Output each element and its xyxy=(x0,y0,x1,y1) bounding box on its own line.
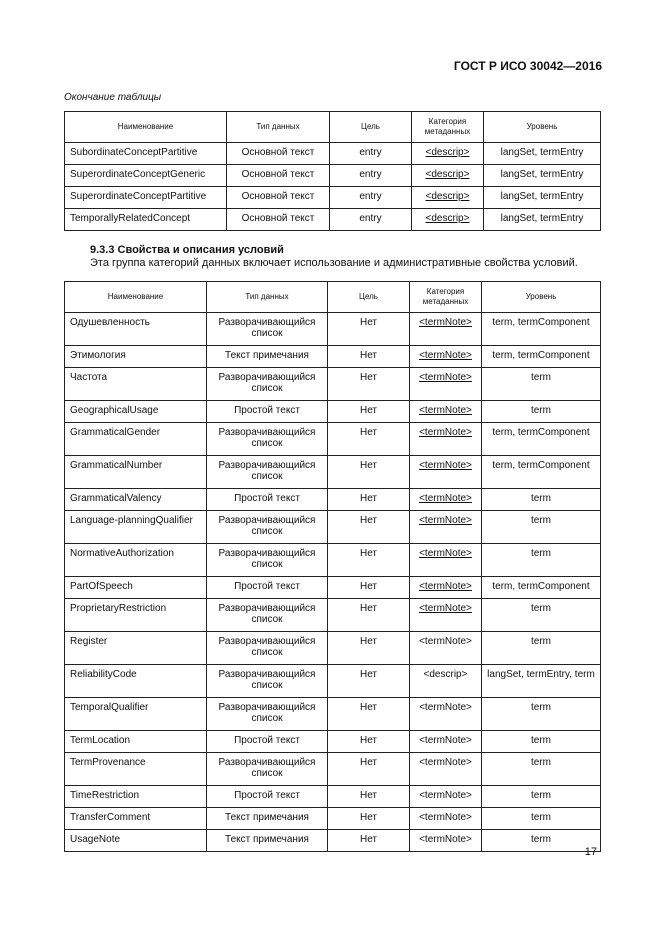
cell-metadata-category: <termNote> xyxy=(410,808,482,830)
cell-target: Нет xyxy=(328,456,410,489)
cell-target: Нет xyxy=(328,632,410,665)
cell-metadata-category xyxy=(410,313,482,346)
table-row xyxy=(65,786,601,808)
table-row xyxy=(65,544,601,577)
cell-datatype: Текст примечания xyxy=(207,346,328,368)
cell-name: Language-planningQualifier xyxy=(65,511,207,544)
cell-name: GeographicalUsage xyxy=(65,401,207,423)
cell-target: Нет xyxy=(328,753,410,786)
cell-name: Этимология xyxy=(65,346,207,368)
cell-metadata-category xyxy=(412,209,484,231)
cell-level: langSet, termEntry xyxy=(484,209,601,231)
cell-name: SuperordinateConceptPartitive xyxy=(65,187,227,209)
column-header-metadata-category: Категория метаданных xyxy=(412,112,484,143)
cell-level: term xyxy=(482,599,601,632)
cell-name: ProprietaryRestriction xyxy=(65,599,207,632)
cell-target: Нет xyxy=(328,401,410,423)
column-header-name: Наименование xyxy=(65,112,227,143)
cell-name: NormativeAuthorization xyxy=(65,544,207,577)
cell-metadata-category: <termNote> xyxy=(410,698,482,731)
page-number: 17 xyxy=(584,846,597,858)
cell-level: term, termComponent xyxy=(482,346,601,368)
cell-name: GrammaticalNumber xyxy=(65,456,207,489)
cell-target: Нет xyxy=(328,599,410,632)
table-row xyxy=(65,731,601,753)
cell-datatype: Основной текст xyxy=(227,209,330,231)
cell-level: langSet, termEntry xyxy=(484,187,601,209)
metadata-link: <descrip> xyxy=(425,147,470,158)
cell-metadata-category xyxy=(410,511,482,544)
cell-level: langSet, termEntry, term xyxy=(482,665,601,698)
cell-datatype: Простой текст xyxy=(207,786,328,808)
table-row xyxy=(65,401,601,423)
table-row xyxy=(65,313,601,346)
table-row xyxy=(65,698,601,731)
metadata-link: <termNote> xyxy=(419,460,472,471)
cell-datatype: Основной текст xyxy=(227,143,330,165)
cell-datatype: Разворачивающийся список xyxy=(207,368,328,401)
cell-level: term, termComponent xyxy=(482,456,601,489)
cell-name: ReliabilityCode xyxy=(65,665,207,698)
column-header-metadata-category: Категория метаданных xyxy=(410,282,482,313)
cell-metadata-category xyxy=(410,544,482,577)
cell-datatype: Основной текст xyxy=(227,165,330,187)
cell-datatype: Разворачивающийся список xyxy=(207,423,328,456)
table-row xyxy=(65,830,601,852)
section-heading: 9.3.3 Свойства и описания условий xyxy=(90,244,284,256)
metadata-link: <descrip> xyxy=(425,191,470,202)
section-description: Эта группа категорий данных включает использование и административные свойства условий. xyxy=(90,257,578,269)
cell-target: entry xyxy=(330,143,412,165)
table-row xyxy=(65,165,601,187)
cell-target: Нет xyxy=(328,423,410,456)
cell-datatype: Разворачивающийся список xyxy=(207,665,328,698)
cell-metadata-category: <termNote> xyxy=(410,632,482,665)
cell-metadata-category xyxy=(412,187,484,209)
cell-metadata-category xyxy=(410,456,482,489)
table-row xyxy=(65,423,601,456)
cell-datatype: Простой текст xyxy=(207,731,328,753)
cell-level: term xyxy=(482,544,601,577)
cell-name: UsageNote xyxy=(65,830,207,852)
cell-metadata-category xyxy=(410,401,482,423)
metadata-link: <termNote> xyxy=(419,581,472,592)
cell-metadata-category xyxy=(412,165,484,187)
table-header-row xyxy=(65,282,601,313)
cell-target: Нет xyxy=(328,577,410,599)
cell-name: Частота xyxy=(65,368,207,401)
cell-metadata-category xyxy=(410,599,482,632)
cell-name: TermLocation xyxy=(65,731,207,753)
cell-target: Нет xyxy=(328,808,410,830)
cell-target: Нет xyxy=(328,786,410,808)
cell-target: Нет xyxy=(328,544,410,577)
cell-metadata-category xyxy=(410,577,482,599)
cell-level: term xyxy=(482,731,601,753)
table-row xyxy=(65,187,601,209)
metadata-link: <termNote> xyxy=(419,493,472,504)
term-properties-table xyxy=(64,281,601,852)
cell-target: Нет xyxy=(328,698,410,731)
cell-level: term xyxy=(482,511,601,544)
cell-datatype: Основной текст xyxy=(227,187,330,209)
cell-level: term, termComponent xyxy=(482,423,601,456)
cell-name: TermProvenance xyxy=(65,753,207,786)
cell-target: entry xyxy=(330,187,412,209)
metadata-link: <termNote> xyxy=(419,427,472,438)
metadata-link: <termNote> xyxy=(419,405,472,416)
table-row xyxy=(65,456,601,489)
cell-metadata-category: <descrip> xyxy=(410,665,482,698)
cell-name: TransferComment xyxy=(65,808,207,830)
column-header-level: Уровень xyxy=(484,112,601,143)
table-row xyxy=(65,489,601,511)
cell-level: langSet, termEntry xyxy=(484,165,601,187)
cell-level: term xyxy=(482,632,601,665)
cell-target: Нет xyxy=(328,346,410,368)
cell-level: term xyxy=(482,808,601,830)
cell-level: term, termComponent xyxy=(482,313,601,346)
cell-name: PartOfSpeech xyxy=(65,577,207,599)
cell-target: Нет xyxy=(328,830,410,852)
cell-name: TemporallyRelatedConcept xyxy=(65,209,227,231)
table-row xyxy=(65,599,601,632)
metadata-link: <termNote> xyxy=(419,548,472,559)
metadata-link: <termNote> xyxy=(419,350,472,361)
cell-metadata-category xyxy=(410,423,482,456)
cell-metadata-category xyxy=(410,346,482,368)
table-caption: Окончание таблицы xyxy=(64,92,162,103)
table-row xyxy=(65,511,601,544)
cell-target: Нет xyxy=(328,489,410,511)
cell-name: TemporalQualifier xyxy=(65,698,207,731)
cell-target: Нет xyxy=(328,313,410,346)
cell-metadata-category xyxy=(410,489,482,511)
document-code: ГОСТ Р ИСО 30042—2016 xyxy=(453,59,602,73)
cell-level: langSet, termEntry xyxy=(484,143,601,165)
column-header-datatype: Тип данных xyxy=(207,282,328,313)
cell-datatype: Разворачивающийся список xyxy=(207,753,328,786)
column-header-name: Наименование xyxy=(65,282,207,313)
cell-datatype: Разворачивающийся список xyxy=(207,456,328,489)
table-row xyxy=(65,346,601,368)
table-row xyxy=(65,577,601,599)
cell-name: SubordinateConceptPartitive xyxy=(65,143,227,165)
cell-level: term xyxy=(482,786,601,808)
cell-datatype: Разворачивающийся список xyxy=(207,599,328,632)
cell-target: Нет xyxy=(328,511,410,544)
cell-target: entry xyxy=(330,209,412,231)
metadata-link: <descrip> xyxy=(425,213,470,224)
cell-metadata-category xyxy=(412,143,484,165)
table-row xyxy=(65,632,601,665)
cell-datatype: Текст примечания xyxy=(207,808,328,830)
table-row xyxy=(65,753,601,786)
table-row xyxy=(65,209,601,231)
metadata-link: <termNote> xyxy=(419,515,472,526)
cell-metadata-category: <termNote> xyxy=(410,786,482,808)
cell-datatype: Разворачивающийся список xyxy=(207,511,328,544)
cell-name: Одушевленность xyxy=(65,313,207,346)
table-header-row xyxy=(65,112,601,143)
cell-datatype: Простой текст xyxy=(207,401,328,423)
table-row xyxy=(65,368,601,401)
cell-name: SuperordinateConceptGeneric xyxy=(65,165,227,187)
cell-level: term, termComponent xyxy=(482,577,601,599)
cell-level: term xyxy=(482,368,601,401)
cell-target: Нет xyxy=(328,731,410,753)
table-row xyxy=(65,808,601,830)
cell-target: Нет xyxy=(328,665,410,698)
cell-datatype: Простой текст xyxy=(207,489,328,511)
metadata-link: <descrip> xyxy=(425,169,470,180)
metadata-link: <termNote> xyxy=(419,603,472,614)
cell-level: term xyxy=(482,401,601,423)
cell-datatype: Разворачивающийся список xyxy=(207,544,328,577)
cell-metadata-category xyxy=(410,368,482,401)
column-header-target: Цель xyxy=(328,282,410,313)
cell-name: GrammaticalValency xyxy=(65,489,207,511)
cell-level: term xyxy=(482,753,601,786)
column-header-level: Уровень xyxy=(482,282,601,313)
cell-datatype: Разворачивающийся список xyxy=(207,313,328,346)
cell-name: GrammaticalGender xyxy=(65,423,207,456)
column-header-datatype: Тип данных xyxy=(227,112,330,143)
metadata-link: <termNote> xyxy=(419,317,472,328)
cell-name: TimeRestriction xyxy=(65,786,207,808)
metadata-link: <termNote> xyxy=(419,372,472,383)
cell-datatype: Разворачивающийся список xyxy=(207,632,328,665)
cell-name: Register xyxy=(65,632,207,665)
cell-level: term xyxy=(482,830,601,852)
cell-target: entry xyxy=(330,165,412,187)
cell-datatype: Простой текст xyxy=(207,577,328,599)
data-categories-table-continued xyxy=(64,111,601,231)
cell-metadata-category: <termNote> xyxy=(410,731,482,753)
cell-level: term xyxy=(482,489,601,511)
cell-level: term xyxy=(482,698,601,731)
table-row xyxy=(65,143,601,165)
cell-target: Нет xyxy=(328,368,410,401)
cell-datatype: Разворачивающийся список xyxy=(207,698,328,731)
cell-datatype: Текст примечания xyxy=(207,830,328,852)
table-row xyxy=(65,665,601,698)
cell-metadata-category: <termNote> xyxy=(410,830,482,852)
column-header-target: Цель xyxy=(330,112,412,143)
cell-metadata-category: <termNote> xyxy=(410,753,482,786)
